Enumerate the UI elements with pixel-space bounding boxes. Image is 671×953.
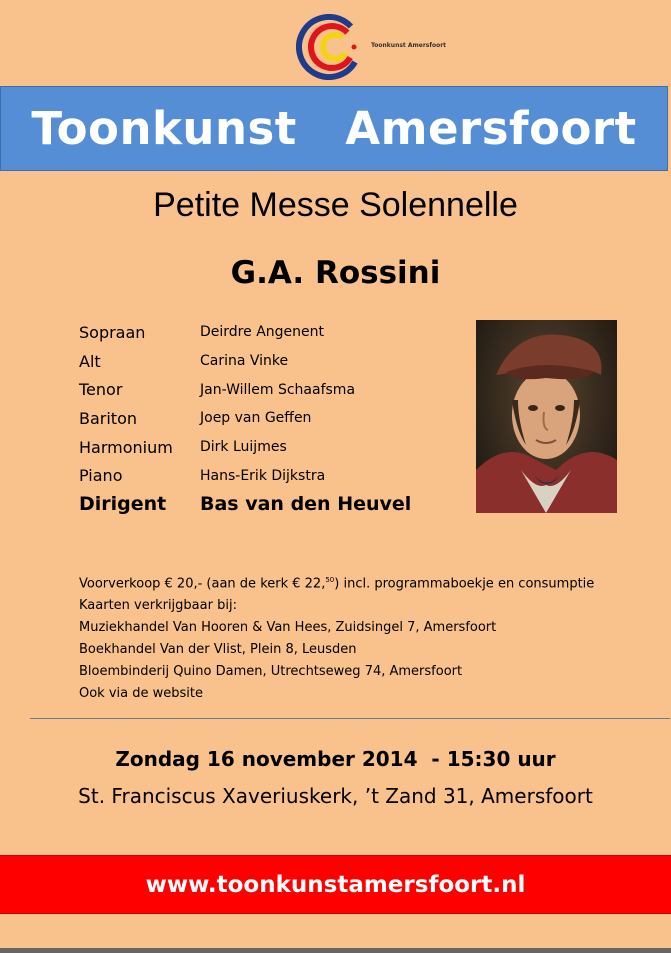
cast-row: [79, 461, 411, 490]
cast-role: Bariton: [79, 408, 138, 428]
event-date: Zondag 16 november 2014 - 15:30 uur: [115, 747, 556, 771]
cast-name: Jan-Willem Schaafsma: [200, 381, 356, 398]
cast-row: [79, 433, 411, 462]
divider: [30, 718, 670, 719]
event-venue: St. Franciscus Xaveriuskerk, ’t Zand 31, Amersfoort: [78, 784, 593, 808]
cast-role: Sopraan: [79, 322, 146, 342]
cast-name: Joep van Geffen: [200, 410, 312, 427]
cast-row: [79, 318, 411, 347]
website-link[interactable]: www.toonkunstamersfoort.nl: [145, 871, 526, 898]
cast-name: Deirdre Angenent: [200, 324, 324, 341]
toonkunst-logo: [296, 14, 447, 80]
logo-text: Toonkunst Amersfoort: [371, 42, 447, 49]
cast-role: Piano: [79, 466, 123, 486]
cast-row: [79, 375, 411, 404]
portrait-image: [476, 320, 617, 513]
cast-name: Hans-Erik Dijkstra: [200, 467, 326, 484]
bottom-border: [0, 948, 671, 953]
cast-row: [79, 404, 411, 433]
page-title: Toonkunst Amersfoort: [31, 102, 637, 155]
website-banner: [0, 855, 671, 914]
title-banner: [0, 86, 668, 171]
conductor-row: [79, 490, 411, 519]
cast-name: Bas van den Heuvel: [200, 493, 412, 516]
cast-role: Dirigent: [79, 493, 167, 516]
price-line: Voorverkoop € 20,- (aan de kerk € 22,50) incl. programmaboekje en consumptie: [79, 576, 595, 592]
cast-name: Dirk Luijmes: [200, 439, 287, 456]
cast-row: [79, 347, 411, 376]
cast-list: [79, 318, 411, 519]
composer-name: G.A. Rossini: [230, 255, 441, 291]
cast-name: Carina Vinke: [200, 353, 289, 370]
cast-role: Alt: [79, 351, 101, 371]
cast-role: Harmonium: [79, 437, 173, 457]
info-line: Boekhandel Van der Vlist, Plein 8, Leusden: [79, 642, 357, 658]
logo-rings-icon: [296, 14, 362, 80]
rossini-portrait: [476, 320, 617, 513]
ticket-info: [79, 569, 594, 705]
info-line: Bloembinderij Quino Damen, Utrechtseweg 74, Amersfoort: [79, 664, 463, 680]
info-line: Muziekhandel Van Hooren & Van Hees, Zuidsingel 7, Amersfoort: [79, 620, 497, 636]
info-line: Kaarten verkrijgbaar bij:: [79, 598, 237, 614]
info-line: Ook via de website: [79, 686, 203, 702]
cast-role: Tenor: [79, 380, 123, 400]
work-title: Petite Messe Solennelle: [153, 186, 518, 224]
